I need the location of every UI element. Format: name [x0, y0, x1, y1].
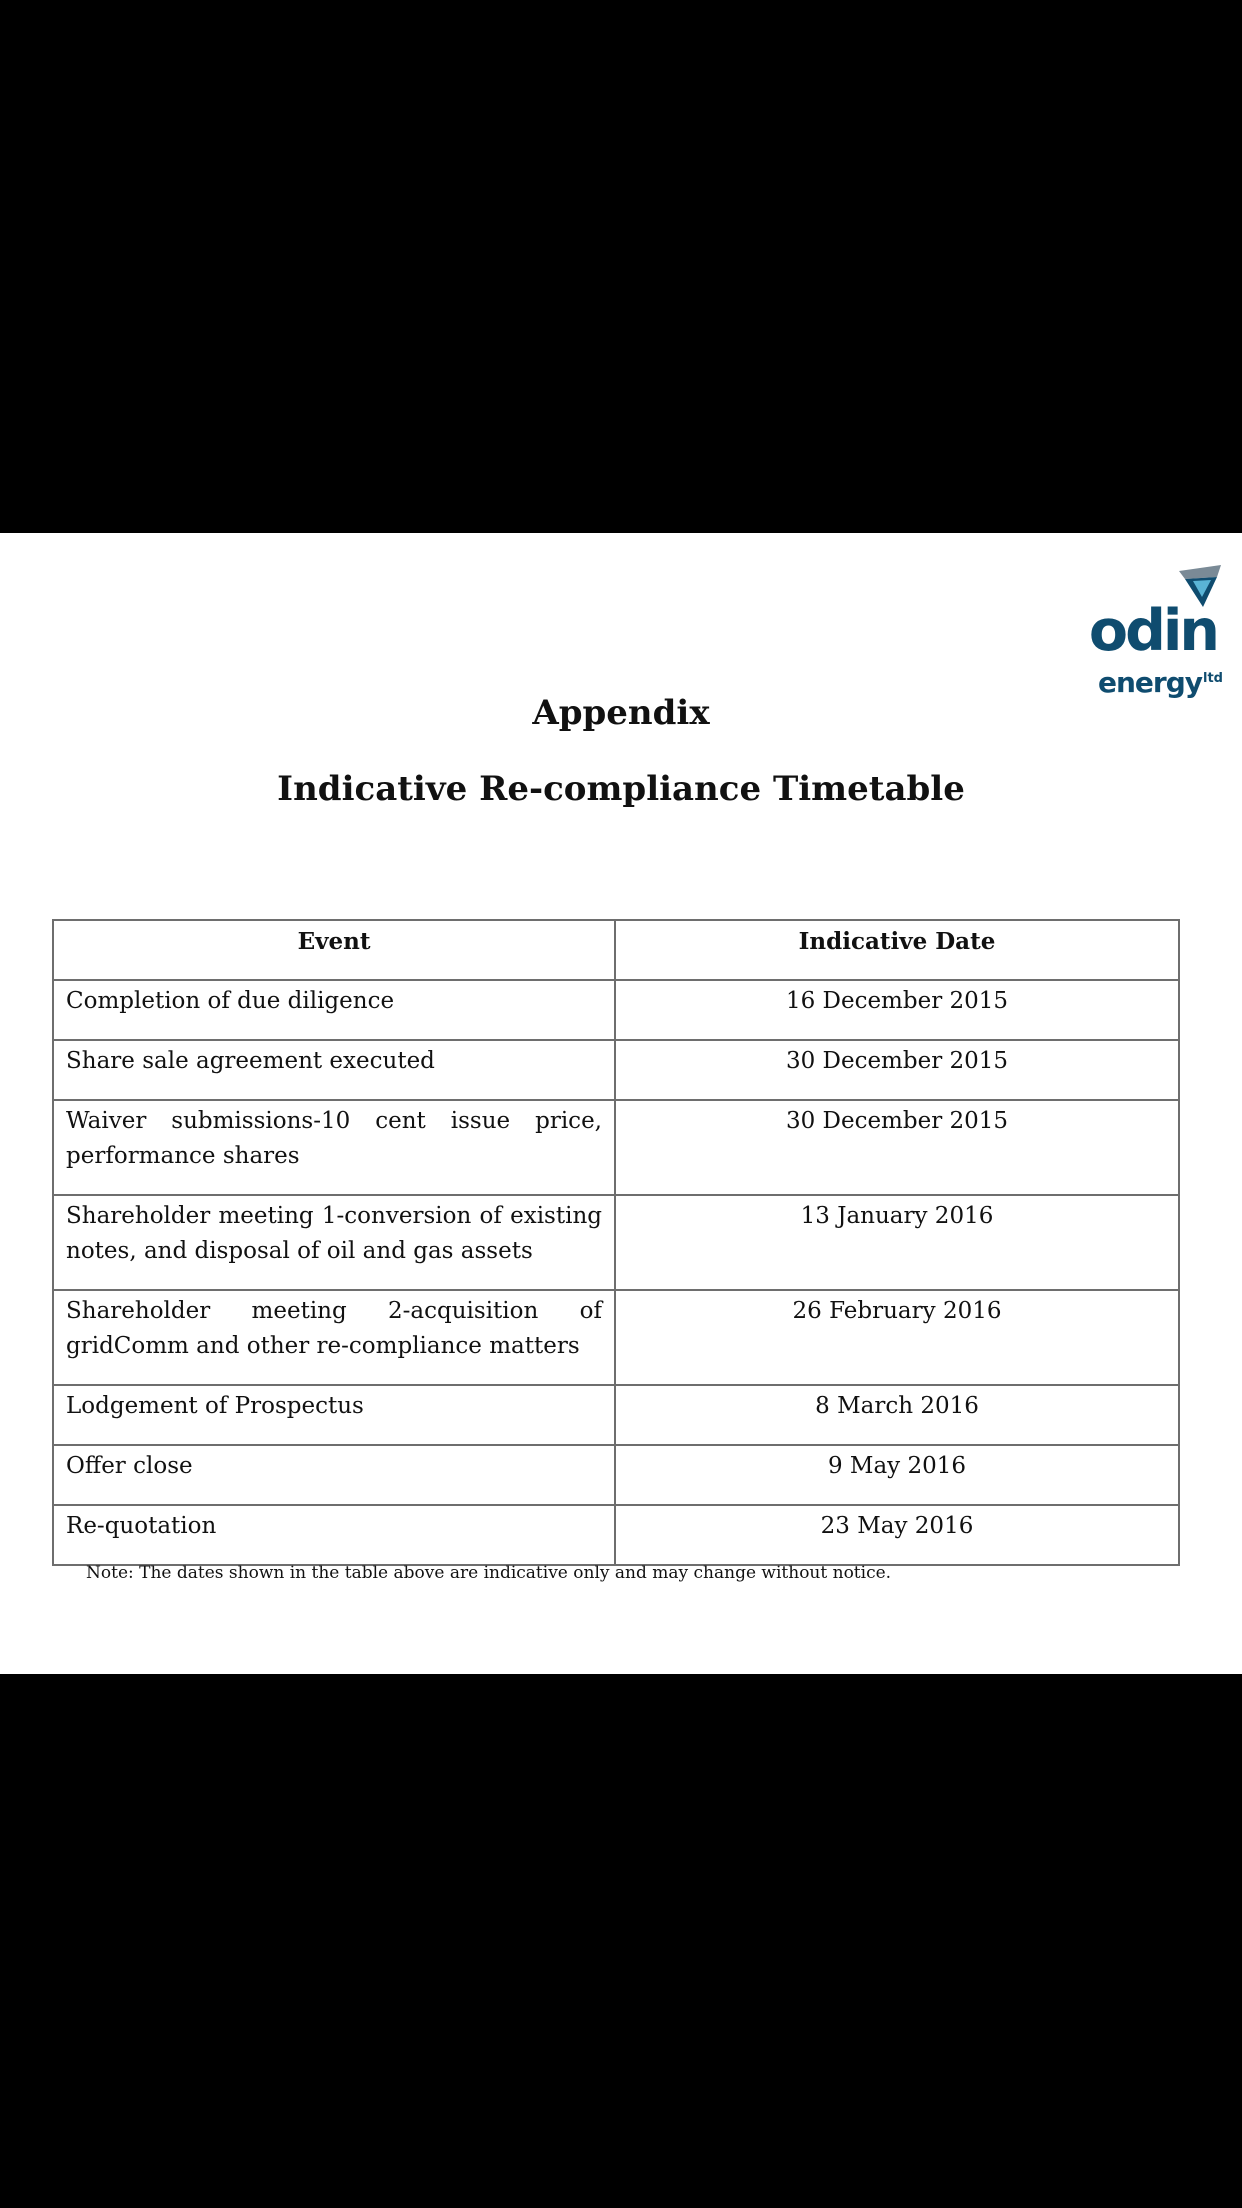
date-cell: 30 December 2015	[615, 1100, 1179, 1195]
page-subtitle: Indicative Re-compliance Timetable	[277, 769, 965, 809]
table-header-row	[53, 920, 1179, 980]
logo-subtext-suffix: ltd	[1203, 671, 1223, 686]
event-cell: Offer close	[53, 1445, 615, 1505]
logo-wordmark: odin	[1088, 598, 1217, 664]
event-cell: Completion of due diligence	[53, 980, 615, 1040]
table-row	[53, 1100, 1179, 1195]
timetable-table	[52, 919, 1180, 1566]
date-cell: 23 May 2016	[615, 1505, 1179, 1565]
odin-energy-logo	[1088, 563, 1223, 699]
table-row	[53, 1505, 1179, 1565]
header-event: Event	[53, 920, 615, 980]
table-row	[53, 980, 1179, 1040]
date-cell: 8 March 2016	[615, 1385, 1179, 1445]
date-cell: 30 December 2015	[615, 1040, 1179, 1100]
date-cell: 16 December 2015	[615, 980, 1179, 1040]
date-cell: 26 February 2016	[615, 1290, 1179, 1385]
event-cell: Lodgement of Prospectus	[53, 1385, 615, 1445]
event-cell: Shareholder meeting 2-acquisition of gridComm and other re-compliance matters	[53, 1290, 615, 1385]
table-footnote: Note: The dates shown in the table above are indicative only and may change without notice.	[86, 1563, 892, 1583]
logo-subtext-main: energy	[1097, 666, 1203, 699]
table-row	[53, 1040, 1179, 1100]
event-cell: Share sale agreement executed	[53, 1040, 615, 1100]
date-cell: 13 January 2016	[615, 1195, 1179, 1290]
event-cell: Re-quotation	[53, 1505, 615, 1565]
table-row	[53, 1385, 1179, 1445]
document-page	[0, 533, 1242, 1674]
table-row	[53, 1195, 1179, 1290]
page-title: Appendix	[532, 693, 710, 733]
table-row	[53, 1445, 1179, 1505]
date-cell: 9 May 2016	[615, 1445, 1179, 1505]
table-row	[53, 1290, 1179, 1385]
event-cell: Shareholder meeting 1-conversion of existing notes, and disposal of oil and gas assets	[53, 1195, 615, 1290]
event-cell: Waiver submissions-10 cent issue price, performance shares	[53, 1100, 615, 1195]
header-indicative-date: Indicative Date	[615, 920, 1179, 980]
